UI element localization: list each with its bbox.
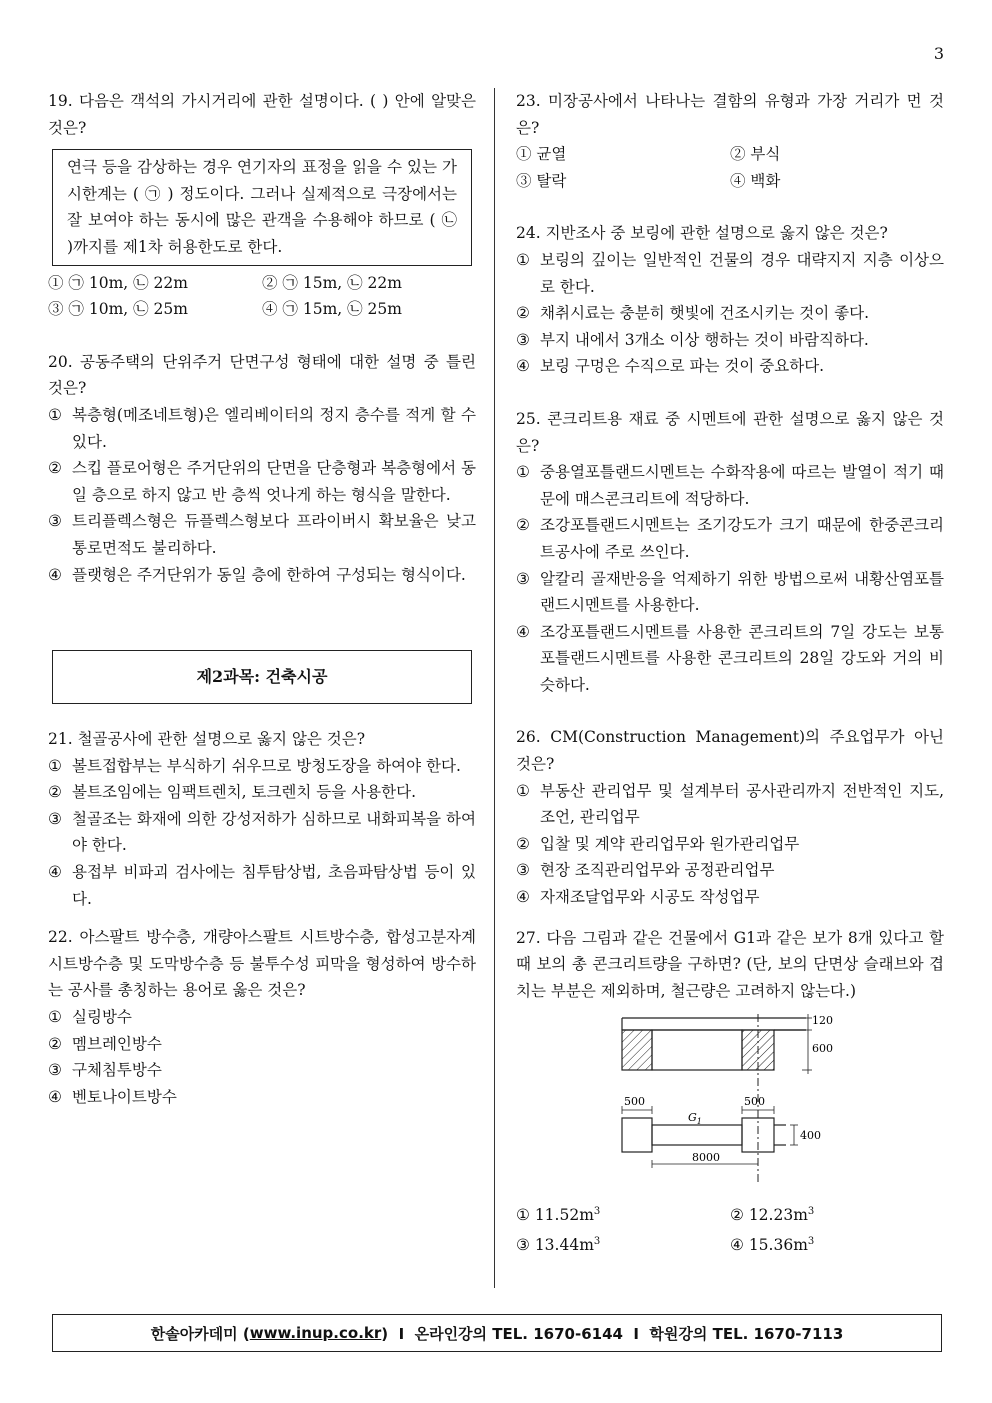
option[interactable]: ① ㉠ 10m, ㉡ 22m (48, 273, 188, 292)
option-number: ① (516, 250, 530, 269)
option-number: ③ (516, 330, 530, 349)
question-stem: 22. 아스팔트 방수층, 개량아스팔트 시트방수층, 합성고분자계 시트방수층 및 도막방수층 등 불투수성 피막을 형성하여 방수하는 공사를 총칭하는 용어로 옳은 것은? (48, 928, 476, 1000)
option-text: 볼트접합부는 부식하기 쉬우므로 방청도장을 하여야 한다. (72, 756, 461, 775)
option-number: ③ (48, 1061, 62, 1080)
option[interactable] (48, 1084, 476, 1111)
option-text: 구체침투방수 (72, 1061, 162, 1080)
option[interactable] (48, 402, 476, 455)
option[interactable] (48, 1031, 476, 1058)
option-number: ② (48, 1034, 62, 1053)
question-22 (48, 924, 476, 1110)
option-number: ① (516, 463, 530, 482)
question-stem: 19. 다음은 객석의 가시거리에 관한 설명이다. ( ) 안에 알맞은 것은? (48, 92, 476, 137)
beam-section-diagram (616, 1014, 876, 1184)
option-row (516, 168, 944, 195)
option[interactable] (516, 247, 944, 300)
option[interactable] (516, 353, 944, 380)
label-g1: $G_1$ (688, 1111, 702, 1127)
option[interactable] (516, 327, 944, 354)
option-text: 조강포틀랜드시멘트를 사용한 콘크리트의 7일 강도는 보통포틀랜드시멘트를 사용한 콘크리트의 28일 강도와 거의 비슷하다. (540, 622, 944, 694)
dim-600: 600 (812, 1042, 833, 1056)
option-number: ③ (48, 809, 62, 828)
option[interactable] (48, 1004, 476, 1031)
footer-brand: 한솔아카데미 ( (150, 1324, 250, 1343)
beam-elevation (622, 1014, 833, 1182)
option-text: 현장 조직관리업무와 공정관리업무 (540, 861, 775, 880)
option-row (516, 1199, 944, 1229)
option[interactable] (48, 779, 476, 806)
option[interactable]: ④ ㉠ 15m, ㉡ 25m (262, 300, 402, 319)
option-text: 실링방수 (72, 1008, 132, 1027)
option-text: 보링의 깊이는 일반적인 건물의 경우 대략지지 지층 이상으로 한다. (540, 250, 944, 296)
dim-500-right: 500 (744, 1095, 765, 1109)
option-text: 볼트조임에는 임팩트렌치, 토크렌치 등을 사용한다. (72, 783, 416, 802)
option-number: ④ (516, 622, 530, 641)
question-stem: 24. 지반조사 중 보링에 관한 설명으로 옳지 않은 것은? (516, 224, 888, 243)
option[interactable] (516, 512, 944, 565)
option[interactable]: ① 균열 (516, 145, 567, 164)
option-number: ② (516, 516, 530, 535)
option-row (48, 270, 476, 297)
question-20 (48, 349, 476, 588)
question-stem: 26. CM(Construction Management)의 주요업무가 아닌 것은? (516, 728, 944, 774)
option[interactable] (516, 884, 944, 911)
option[interactable]: ④ $15.36m^3$ (730, 1235, 815, 1254)
option[interactable] (48, 1057, 476, 1084)
option-text: 멤브레인방수 (72, 1034, 162, 1053)
option-number: ② (516, 834, 530, 853)
question-26 (516, 724, 944, 910)
option-number: ② (48, 783, 62, 802)
question-stem: 27. 다음 그림과 같은 건물에서 G1과 같은 보가 8개 있다고 할 때 보의 총 콘크리트량을 구하면? (단, 보의 단면상 슬래브와 겹치는 부분은 제외하며, 철근량은 고려하지 않는다.) (516, 928, 944, 1000)
option-text: 용접부 비파괴 검사에는 침투탐상법, 초음파탐상법 등이 있다. (72, 863, 476, 908)
option[interactable]: ② $12.23m^3$ (730, 1206, 815, 1225)
option[interactable]: ④ 백화 (730, 171, 781, 190)
option-number: ④ (48, 863, 62, 882)
option[interactable] (516, 831, 944, 858)
option-number: ④ (516, 888, 530, 907)
question-box: 연극 등을 감상하는 경우 연기자의 표정을 읽을 수 있는 가시한계는 ( ㉠ ) 정도이다. 그러나 실제적으로 극장에서는 잘 보여야 하는 동시에 많은 관객을 수용해야 하므로 ( ㉡ )까지를 제1차 허용한도로 한다. (52, 149, 472, 265)
option[interactable] (48, 562, 476, 589)
option-number: ① (48, 405, 62, 424)
option[interactable] (48, 455, 476, 508)
option-text: 플랫형은 주거단위가 동일 층에 한하여 구성되는 형식이다. (72, 565, 466, 584)
option-number: ③ (516, 569, 530, 588)
option[interactable] (48, 859, 476, 912)
question-19 (48, 88, 476, 323)
section-title: 제2과목: 건축시공 (52, 650, 472, 704)
option-number: ① (48, 1008, 62, 1027)
question-stem: 23. 미장공사에서 나타나는 결함의 유형과 가장 거리가 먼 것은? (516, 92, 944, 137)
question-stem: 21. 철골공사에 관한 설명으로 옳지 않은 것은? (48, 730, 366, 749)
dim-500-left: 500 (624, 1095, 645, 1109)
column-divider (494, 88, 495, 1288)
option[interactable]: ③ ㉠ 10m, ㉡ 25m (48, 300, 188, 319)
option[interactable] (516, 619, 944, 699)
option[interactable] (516, 778, 944, 831)
question-25 (516, 406, 944, 699)
option[interactable]: ② ㉠ 15m, ㉡ 22m (262, 273, 402, 292)
option-row (48, 296, 476, 323)
dim-8000: 8000 (692, 1151, 720, 1165)
question-stem: 20. 공동주택의 단위주거 단면구성 형태에 대한 설명 중 틀린 것은? (48, 352, 476, 398)
option[interactable]: ① $11.52m^3$ (516, 1206, 601, 1225)
option-text: 중용열포틀랜드시멘트는 수화작용에 따르는 발열이 적기 때문에 매스콘크리트에 적당하다. (540, 463, 944, 508)
dim-400: 400 (800, 1129, 821, 1143)
option-text: 부지 내에서 3개소 이상 행하는 것이 바람직하다. (540, 330, 869, 349)
option[interactable]: ② 부식 (730, 145, 781, 164)
question-21 (48, 726, 476, 912)
option-text: 트리플렉스형은 듀플렉스형보다 프라이버시 확보율은 낮고 통로면적도 불리하다. (72, 512, 476, 557)
question-stem: 25. 콘크리트용 재료 중 시멘트에 관한 설명으로 옳지 않은 것은? (516, 409, 944, 455)
option-text: 벤토나이트방수 (72, 1087, 177, 1106)
question-23 (516, 88, 944, 194)
left-column (48, 88, 476, 1110)
option[interactable] (48, 806, 476, 859)
option-number: ③ (48, 512, 62, 531)
option-text: 철골조는 화재에 의한 강성저하가 심하므로 내화피복을 하여야 한다. (72, 809, 476, 855)
option-number: ② (48, 459, 62, 478)
option[interactable]: ③ $13.44m^3$ (516, 1235, 601, 1254)
option-text: 복층형(메조네트형)은 엘리베이터의 정지 층수를 적게 할 수 있다. (72, 405, 476, 451)
right-column (516, 88, 944, 1259)
page-number: 3 (933, 44, 944, 63)
option-number: ② (516, 304, 530, 323)
option[interactable] (516, 566, 944, 619)
option-number: ① (516, 781, 530, 800)
footer-contact: ) I 온라인강의 TEL. 1670-6144 I 학원강의 TEL. 1670-7113 (381, 1324, 844, 1343)
option-text: 스킵 플로어형은 주거단위의 단면을 단층형과 복층형에서 동일 층으로 하지 않고 반 층씩 엇나게 하는 형식을 말한다. (72, 459, 476, 504)
option-row (516, 141, 944, 168)
option[interactable] (516, 459, 944, 512)
option[interactable] (48, 753, 476, 780)
option[interactable] (516, 300, 944, 327)
option[interactable]: ③ 탈락 (516, 171, 567, 190)
question-27 (516, 925, 944, 1259)
question-24 (516, 220, 944, 380)
option-text: 알칼리 골재반응을 억제하기 위한 방법으로써 내황산염포틀랜드시멘트를 사용한다. (540, 569, 944, 615)
option-number: ④ (48, 1087, 62, 1106)
option-number: ④ (48, 565, 62, 584)
option-text: 부동산 관리업무 및 설계부터 공사관리까지 전반적인 지도, 조언, 관리업무 (540, 781, 944, 827)
option-text: 채취시료는 충분히 햇빛에 건조시키는 것이 좋다. (540, 304, 870, 323)
option-number: ④ (516, 357, 530, 376)
option[interactable] (516, 857, 944, 884)
option-text: 자재조달업무와 시공도 작성업무 (540, 888, 760, 907)
option-text: 조강포틀랜드시멘트는 조기강도가 크기 때문에 한중콘크리트공사에 주로 쓰인다. (540, 516, 944, 561)
beam-plan (622, 1095, 821, 1168)
footer-url-link[interactable]: www.inup.co.kr (249, 1324, 382, 1342)
footer-bar (52, 1314, 942, 1352)
option-number: ① (48, 756, 62, 775)
option-text: 입찰 및 계약 관리업무와 원가관리업무 (540, 834, 800, 853)
dim-120: 120 (812, 1014, 833, 1028)
option-row (516, 1229, 944, 1259)
option[interactable] (48, 508, 476, 561)
option-text: 보링 구멍은 수직으로 파는 것이 중요하다. (540, 357, 825, 376)
option-number: ③ (516, 861, 530, 880)
